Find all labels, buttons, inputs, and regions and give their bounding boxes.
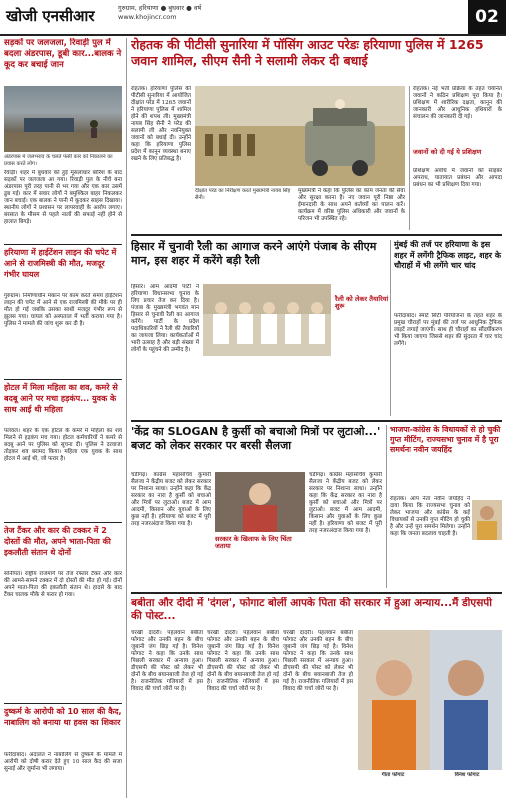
flood-photo-caption: अंडरपास में जलभराव के चलते फंसी कार को निकालने का प्रयास करते लोग। — [4, 154, 113, 167]
rally-headline: हिसार में चुनावी रैली का आगाज करने आएंगे पंजाब के सीएम मान, इस शहर में करेंगे बड़ी रैली — [131, 240, 377, 267]
lead-body-a: रोहतक। हरियाणा पुलिस की पीटीसी सुनारिया में आयोजित दीक्षांत परेड में 1265 जवानों ने हरियाणा पुलिस में शामिल होने की शपथ ली। मुख्यमंत्री नायब सिंह सैनी ने परेड की सलामी ली और नवनियुक्त जवानों को बधाई दी। उन्होंने कहा कि हरियाणा पुलिस प्रदेश में कानून व्यवस्था बनाए रखने के लिए प्रतिबद्ध है। — [131, 86, 191, 162]
column-divider — [126, 38, 127, 798]
section-divider — [131, 592, 502, 594]
left-story3-headline: होटल में मिला महिला का शव, कमरे से बदबू आने पर मचा हड़कंप... युवक के साथ आई थी महिला — [4, 383, 118, 414]
newspaper-logo: खोजी एनसीआर — [6, 7, 95, 25]
fogat-caption-right: विनेश फोगाट — [454, 772, 480, 778]
masthead-meta — [118, 4, 418, 22]
right-top-body2: प्रशिक्षण अवधि में जवानों को साइबर अपराध, यातायात प्रबंधन और आपदा प्रबंधन का भी प्रशिक्षण दिया गया। — [413, 168, 502, 188]
bottom-body-3: चरखी दादरी। पहलवान बबीता फोगाट और उनकी बहन के बीच जुबानी जंग छिड़ गई है। विनेश फोगाट ने कहा कि उनके साथ पिछली सरकार में अन्याय हुआ। डीएसपी की पोस्ट को लेकर भी दोनों के बीच बयानबाजी तेज हो गई है। राजनीतिक गलियारों में इस विवाद की चर्चा जोरों पर है। — [283, 630, 353, 692]
masthead-meta-line1: गुरुग्राम, हरियाणा ● बुधवार ● वर्ष — [118, 4, 202, 12]
left-story3-body: पलवल। शहर के एक होटल के कमरे में महिला का शव मिलने से हड़कंप मच गया। होटल कर्मचारियों ने कमरे से बदबू आने पर पुलिस को सूचना दी। पुलिस ने दरवाजा तोड़कर शव बरामद किया। महिला एक युवक के साथ होटल में आई थी, जो फरार है। — [4, 428, 122, 462]
right-top-body: रोहतक। नई भर्ती प्रक्रिया के तहत चयनित जवानों ने कठिन प्रशिक्षण पूरा किया है। प्रशिक्षण में शारीरिक दक्षता, कानून की जानकारी और आधुनिक हथियारों के संचालन की जानकारी दी गई। — [413, 86, 502, 120]
bjp-body: रोहतक। आप नेता नवीन जयहिंद ने दावा किया कि राज्यसभा चुनाव को लेकर भाजपा और कांग्रेस के कई विधायकों से उनकी गुप्त मीटिंग हो चुकी है और उन्हें पूरा समर्थन मिलेगा। उन्होंने कहा कि जनता बदलाव चाहती है। — [390, 496, 470, 537]
left-story1-headline: सड़कों पर जलजला, रिवाड़ी पुल में बदला अंडरपास, डूबी कार...बालक ने कूद कर बचाई जान — [4, 38, 122, 70]
left-story1-body: रेवाड़ी। शहर में बुधवार को हुई मूसलाधार बारिश के बाद सड़कों पर जलजला आ गया। रिवाड़ी पुल के नीचे बना अंडरपास पूरी तरह पानी से भर गया और एक कार उसमें डूब गई। कार में सवार लोगों ने बमुश्किल बाहर निकलकर जान बचाई। एक बालक ने पानी में कूदकर साहस दिखाया। स्थानीय लोगों ने प्रशासन पर लापरवाही के आरोप लगाए। बरसात के मौसम से पहले नालों की सफाई नहीं होने से हालात बिगड़े। — [4, 170, 122, 225]
left-story4-body: सोनीपत। राष्ट्रीय राजमार्ग पर तेज रफ्तार टैंकर और कार की आमने-सामने टक्कर में दो दोस्तों की मौत हो गई। दोनों अपने माता-पिता की इकलौती संतान थे। हादसे के बाद टैंकर चालक मौके से फरार हो गया। — [4, 571, 122, 598]
page-number: 02 — [468, 0, 506, 34]
column-divider — [409, 86, 410, 230]
column-divider — [390, 240, 391, 416]
left-story2-body: गुरुग्राम। निर्माणाधीन मकान पर काम करते समय हाईटेंशन लाइन की चपेट में आने से एक राजमिस्त्री की मौके पर ही मौत हो गई जबकि उसका साथी मजदूर गंभीर रूप से झुलस गया। घायल को अस्पताल में भर्ती कराया गया है। पुलिस ने मामले की जांच शुरू कर दी है। — [4, 293, 122, 327]
rally-subhead: रैली को लेकर तैयारियां शुरू — [335, 295, 389, 310]
mumbai-body: फरीदाबाद। स्मार्ट सिटी परियोजना के तहत शहर के प्रमुख चौराहों पर मुंबई की तर्ज पर आधुनिक ट्रैफिक लाइटें लगाई जाएंगी। साथ ही चौराहों का सौंदर्यीकरण भी किया जाएगा जिससे शहर की सुंदरता में चार चांद लगेंगे। — [394, 313, 502, 347]
flood-photo-art — [4, 86, 122, 152]
left-story4-headline: तेज टैंकर और कार की टक्कर में 2 दोस्तों की मौत, अपने भाता-पिता की इकलौती संतान थे दोनों — [4, 526, 111, 557]
lead-headline: रोहतक की पीटीसी सुनारिया में पॉसिंग आउट परेडः हरियाणा पुलिस में 1265 जवान शामिल, सीएम सैनी ने सलामी लेकर दी बधाई — [131, 37, 484, 68]
bjp-headline: भाजपा-कांग्रेस के विधायकों से हो चुकी गुप्त मीटिंग, राज्यसभा चुनाव में है पूरा समर्थनः नवीन जयहिंद — [390, 425, 501, 454]
divider — [4, 244, 122, 245]
right-top-subhead: जवानों को दी गई ये प्रशिक्षण — [413, 148, 482, 156]
flood-photo — [4, 86, 122, 152]
section-divider — [131, 234, 502, 236]
rally-photo-art — [203, 284, 331, 356]
parade-photo-art — [195, 86, 405, 186]
masthead-meta-line2: www.khojincr.com — [118, 13, 177, 21]
jaihind-photo-art — [472, 500, 502, 540]
bottom-body: चरखी दादरी। पहलवान बबीता फोगाट और उनकी बहन के बीच जुबानी जंग छिड़ गई है। विनेश फोगाट ने कहा कि उनके साथ पिछली सरकार में अन्याय हुआ। डीएसपी की पोस्ट को लेकर भी दोनों के बीच बयानबाजी तेज हो गई है। राजनीतिक गलियारों में इस विवाद की चर्चा जोरों पर है। — [131, 630, 203, 692]
slogan-body: चंडीगढ़। कांग्रेस महासचिव कुमारी सैलजा ने केंद्रीय बजट को लेकर सरकार पर निशाना साधा। उन्होंने कहा कि केंद्र सरकार का नारा है कुर्सी को बचाओ और मित्रों पर लुटाओ। बजट में आम आदमी, किसान और युवाओं के लिए कुछ नहीं है। हरियाणा को बजट में पूरी तरह नजरअंदाज किया गया है। — [131, 472, 211, 527]
divider — [4, 379, 122, 380]
rally-body: हिसार। आम आदमी पार्टी ने हरियाणा विधानसभा चुनाव के लिए प्रचार तेज कर दिया है। पंजाब के मुख्यमंत्री भगवंत मान हिसार से चुनावी रैली का आगाज करेंगे। पार्टी के प्रदेश पदाधिकारियों ने रैली की तैयारियों का जायजा लिया। कार्यकर्ताओं में भारी उत्साह है और बड़ी संख्या में लोगों के पहुंचने की उम्मीद है। — [131, 284, 199, 353]
column-divider — [386, 425, 387, 588]
slogan-headline: 'केंद्र का SLOGAN है कुर्सी को बचाओ मित्रों पर लुटाओ...' बजट को लेकर सरकार पर बरसी सैलजा — [131, 425, 381, 452]
slogan-subhead: सरकार के खिलाफ के लिए चिंता जताया — [215, 535, 292, 550]
left-story5-headline: दुष्कर्म के आरोपी को 10 साल की कैद, नाबालिग को बनाया था हवस का शिकार — [4, 707, 122, 727]
bottom-body-2: चरखी दादरी। पहलवान बबीता फोगाट और उनकी बहन के बीच जुबानी जंग छिड़ गई है। विनेश फोगाट ने कहा कि उनके साथ पिछली सरकार में अन्याय हुआ। डीएसपी की पोस्ट को लेकर भी दोनों के बीच बयानबाजी तेज हो गई है। राजनीतिक गलियारों में इस विवाद की चर्चा जोरों पर है। — [207, 630, 279, 692]
mumbai-headline: मुंबई की तर्ज पर हरियाणा के इस शहर में लगेंगी ट्रैफिक लाइट, शहर के चौराहों में भी लगेंगे चार चांद — [394, 240, 501, 270]
lead-body-b: मुख्यमंत्री ने कहा कि पुलिस का काम जनता की सेवा और सुरक्षा करना है। नए जवान पूरी निष्ठा और ईमानदारी के साथ अपने कर्तव्यों का पालन करें। कार्यक्रम में वरिष्ठ पुलिस अधिकारी और जवानों के परिजन भी उपस्थित रहे। — [298, 188, 405, 222]
bottom-headline: बबीता और दीदी में 'दंगल', फोगाट बोलीं आपके पिता की सरकार में हुआ अन्याय...मैं डीएसपी की पोस्ट... — [131, 597, 492, 622]
section-divider — [131, 420, 502, 422]
slogan-body-2: चंडीगढ़। कांग्रेस महासचिव कुमारी सैलजा ने केंद्रीय बजट को लेकर सरकार पर निशाना साधा। उन्होंने कहा कि केंद्र सरकार का नारा है कुर्सी को बचाओ और मित्रों पर लुटाओ। बजट में आम आदमी, किसान और युवाओं के लिए कुछ नहीं है। हरियाणा को बजट में पूरी तरह नजरअंदाज किया गया है। — [309, 472, 382, 534]
selja-photo — [215, 472, 305, 532]
fogat-photo-art — [358, 630, 502, 770]
fogat-photo — [358, 630, 502, 770]
left-story5-body: फरीदाबाद। अदालत ने नाबालिग से दुष्कर्म के मामले में आरोपी को दोषी करार देते हुए 10 साल कैद की सजा सुनाई और जुर्माना भी लगाया। — [4, 752, 122, 772]
parade-photo-caption: दीक्षांत परेड का निरीक्षण करते मुख्यमंत्री नायब सिंह सैनी। — [195, 188, 291, 201]
divider — [4, 703, 122, 704]
jaihind-photo — [472, 500, 502, 540]
selja-photo-art — [215, 472, 305, 532]
left-story2-headline: हरियाणा में हाईटेंशन लाइन की चपेट में आने से राजमिस्त्री की मौत, मजदूर गंभीर घायल — [4, 248, 117, 279]
parade-photo — [195, 86, 405, 186]
fogat-caption-left: गीता फोगाट — [381, 772, 405, 778]
masthead — [0, 0, 506, 36]
rally-photo — [203, 284, 331, 356]
divider — [4, 522, 122, 523]
